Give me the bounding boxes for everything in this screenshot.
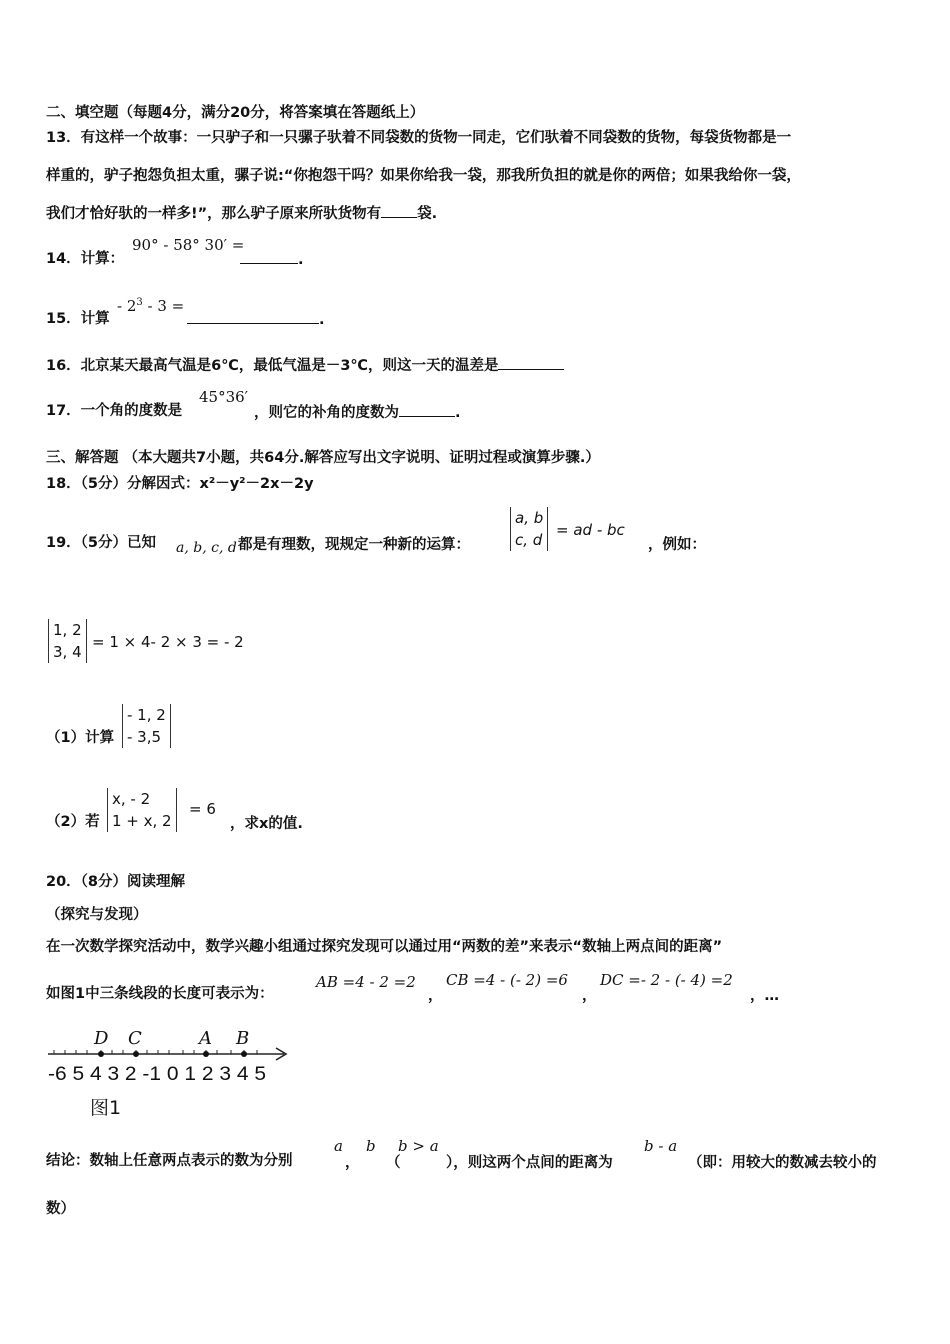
q19-p1-row2: - 3,5 [127,728,162,746]
q20-subheading: （探究与发现） [46,907,148,923]
q20-distance: b - a [644,1137,678,1155]
q15-exponent: 3 [136,297,143,308]
q19-part2-determinant [107,788,177,832]
q20-intro: 在一次数学探究活动中，数学兴趣小组通过探究发现可以通过用“两数的差”来表示“数轴上两点间的距离” [46,939,723,955]
q19-example-result: = 1 × 4- 2 × 3 = - 2 [92,633,244,651]
point-c [133,1051,139,1057]
q20-sep2: ， [582,988,597,1004]
q14-expression: 90° - 58° 30′ = [132,236,245,254]
q16-text: 16．北京某天最高气温是6℃，最低气温是－3℃，则这一天的温差是 [46,358,499,374]
q20-conclusion-b: ，则这两个点间的距离为 [453,1155,613,1171]
q19-label: 19．（5分）已知 [46,535,157,551]
q19-p2-row2: 1 + x, 2 [112,812,172,830]
q16-answer-blank [498,355,564,370]
q18-expression: x²－y²－2x－2y [199,476,314,492]
q13-line1: 13．有这样一个故事：一只驴子和一只骡子驮着不同袋数的货物一同走，它们驮着不同袋数的货物，每袋货物都是一 [46,130,792,146]
q14-answer-blank [240,249,298,264]
q19-mid: 都是有理数，现规定一种新的运算： [238,537,470,553]
q17-rest [254,401,461,422]
point-b [241,1051,247,1057]
q19-ex-row1: 1, 2 [53,621,82,639]
label-c: C [128,1028,142,1049]
q19-vars: a, b, c, d [176,540,237,556]
q19-part2-end: ，求x的值. [230,816,303,832]
q20-var-b: b [366,1137,376,1155]
q19-part1-label: （1）计算 [46,730,115,746]
q19-det-row2: c, d [515,531,543,549]
axis-numbers: -6 5 4 3 2 -1 0 1 2 3 4 5 [48,1064,266,1085]
q14 [46,249,124,269]
q20-eq2: CB =4 - (- 2) =6 [446,971,568,989]
q20-sep1: ， [428,988,443,1004]
q15-expression [117,297,184,315]
q16 [46,355,564,376]
q20-label: 20．（8分）阅读理解 [46,874,186,890]
q20-eq3: DC =- 2 - (- 4) =2 [600,971,733,989]
q20-comma1: ， [345,1155,360,1171]
q13-line2: 样重的，驴子抱怨负担太重，骡子说:“你抱怨干吗？如果你给我一袋，那我所负担的就是你的两倍；如果我给你一袋， [46,168,801,184]
q19-part1-determinant [122,704,171,748]
q17-label: 17．一个角的度数是 [46,403,183,419]
q19-p2-row1: x, - 2 [112,790,151,808]
q20-condition: b > a [398,1137,439,1155]
label-d: D [94,1028,109,1049]
q19-det-row1: a, b [515,509,544,527]
q15-answer-blank [187,309,319,324]
q19-example-determinant [48,619,87,663]
q20-conclusion-b-wrap: ），则这两个点间的距离为 [446,1155,613,1171]
point-d [98,1051,104,1057]
q15-end: . [319,312,325,328]
q15-label: 15．计算 [46,311,110,327]
q17-mid: ，则它的补角的度数为 [254,405,399,421]
q15-blank-wrap [187,309,325,328]
figure-caption: 图1 [90,1097,122,1119]
q13-line3-end: 袋. [417,206,438,222]
section-heading-fill-in: 二、填空题（每题4分，满分20分，将答案填在答题纸上） [46,105,425,121]
number-line-figure [46,1022,296,1122]
label-b: B [236,1028,250,1049]
q17-angle: 45°36′ [199,388,249,406]
q13-line3 [46,203,437,224]
q19-determinant [510,507,548,551]
q20-fig-text: 如图1中三条线段的长度可表示为： [46,986,274,1002]
q13-answer-blank [381,203,417,218]
q14-end: . [298,252,304,268]
q19-p1-row1: - 1, 2 [127,706,166,724]
q20-conclusion-c: （即：用较大的数减去较小的 [688,1155,877,1171]
q18-label: 18．（5分）分解因式： [46,476,200,492]
q19-ex-row2: 3, 4 [53,643,82,661]
label-a: A [199,1028,212,1049]
q14-blank-wrap [240,249,304,268]
section-heading-solve: 三、解答题 （本大题共7小题，共64分.解答应写出文字说明、证明过程或演算步骤.） [46,450,600,466]
q17-answer-blank [399,402,455,417]
q17-end: . [455,405,461,421]
point-a [203,1051,209,1057]
q20-eq1: AB =4 - 2 =2 [316,973,416,991]
q15-expr-b: - 3 = [142,297,185,315]
q18 [46,474,314,494]
q20-paren-open: （ [386,1155,401,1171]
q19-det-result: = ad - bc [556,521,625,539]
q15-expr-a: - 2 [117,297,137,315]
q19-end: ，例如： [648,537,706,553]
q20-ellipsis: ，… [750,988,779,1004]
q20-conclusion-a: 结论：数轴上任意两点表示的数为分别 [46,1153,293,1169]
q14-label: 14．计算： [46,251,125,267]
q20-var-a: a [334,1137,343,1155]
q20-conclusion-d: 数） [46,1201,75,1217]
q19-part2-label: （2）若 [46,814,100,830]
q19-part2-result: = 6 [189,800,216,818]
q13-line3-text: 我们才恰好驮的一样多!”，那么驴子原来所驮货物有 [46,206,382,222]
